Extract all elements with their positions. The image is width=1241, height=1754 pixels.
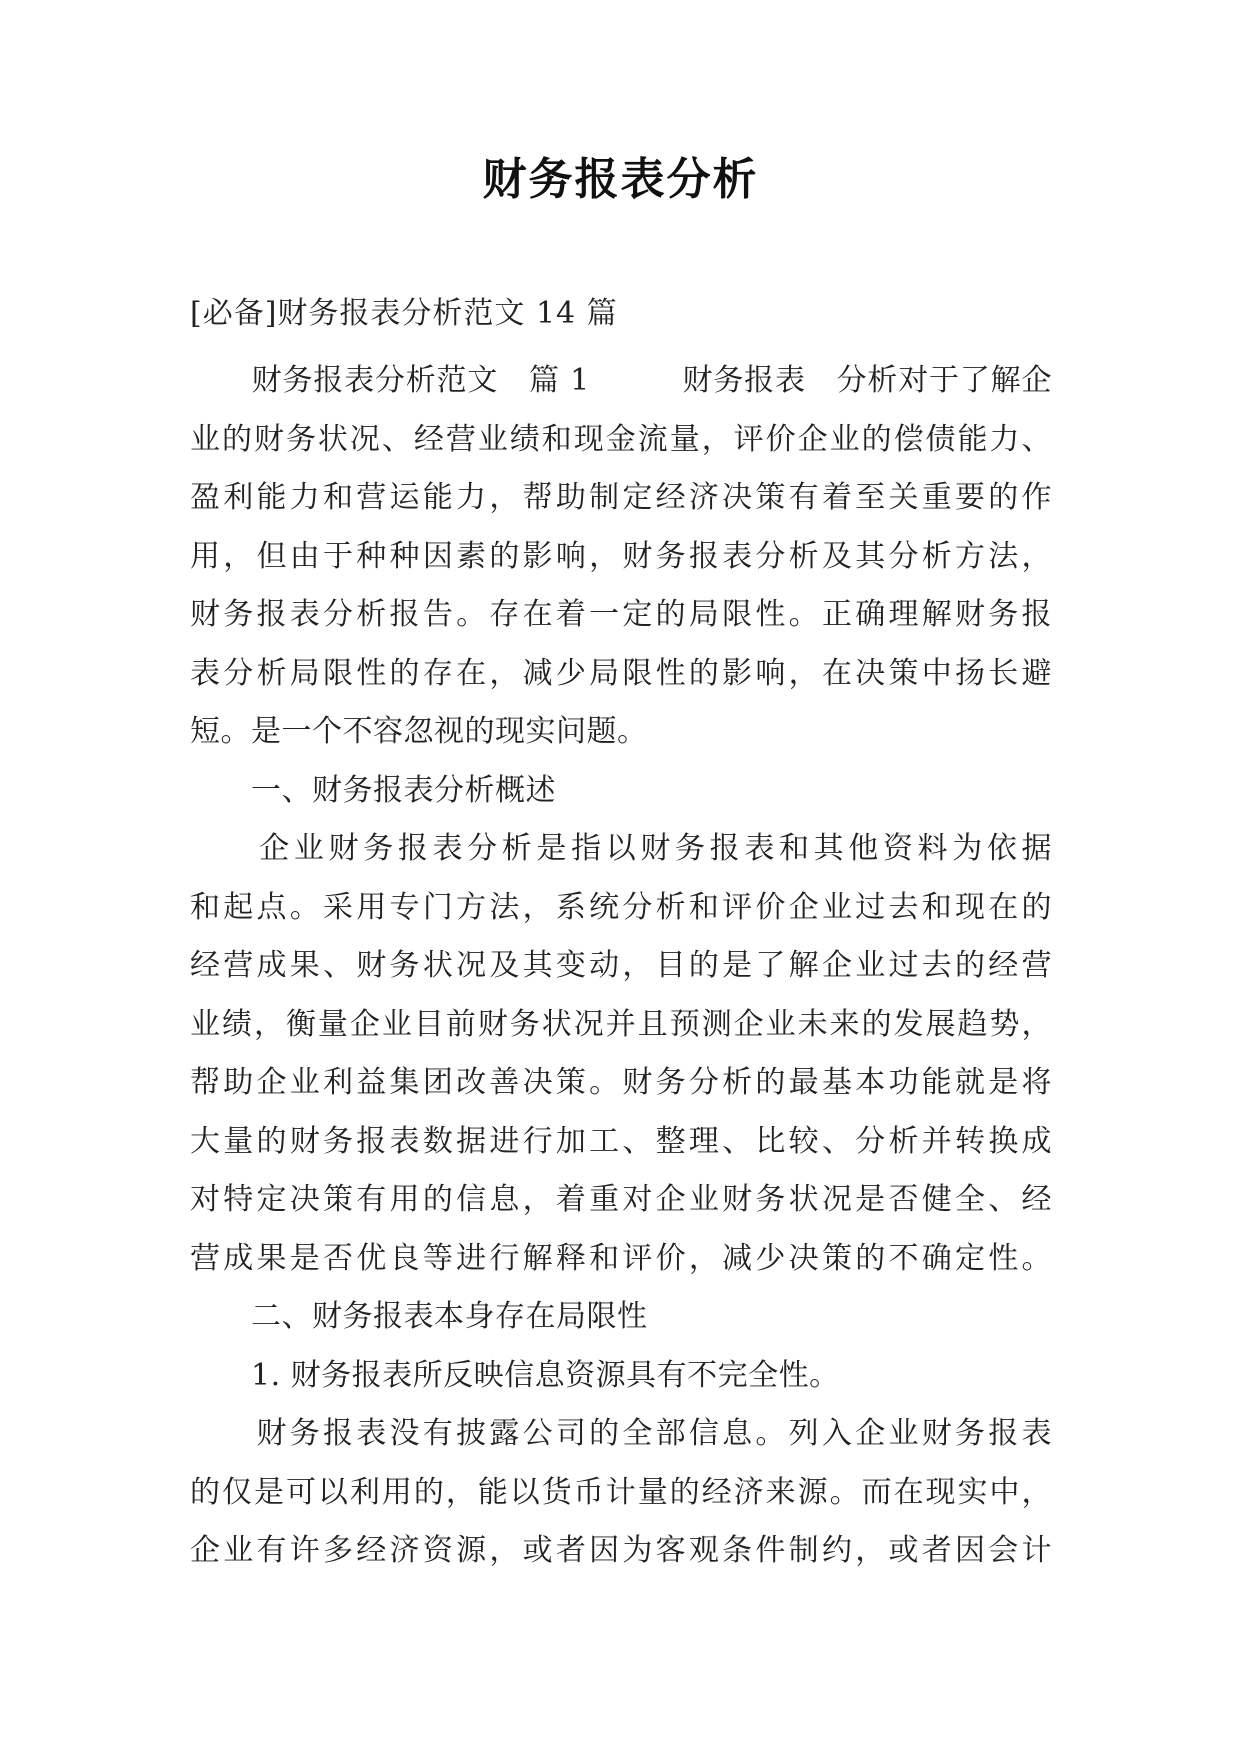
- body-line: 业绩，衡量企业目前财务状况并且预测企业未来的发展趋势，: [190, 1006, 1052, 1042]
- body-line: 财务报表没有披露公司的全部信息。列入企业财务报表: [190, 1416, 1052, 1451]
- body-line: 大量的财务报表数据进行加工、整理、比较、分析并转换成: [190, 1123, 1052, 1159]
- body-line: 表分析局限性的存在，减少局限性的影响，在决策中扬长避: [190, 655, 1052, 691]
- section-heading: 二、财务报表本身存在局限性: [190, 1299, 648, 1334]
- body-line: 营成果是否优良等进行解释和评价，减少决策的不确定性。: [190, 1240, 1052, 1276]
- body-line: 的仅是可以利用的，能以货币计量的经济来源。而在现实中，: [190, 1474, 1052, 1510]
- body-line: 业的财务状况、经营业绩和现金流量，评价企业的偿债能力、: [190, 421, 1052, 457]
- body-line: 用，但由于种种因素的影响，财务报表分析及其分析方法，: [190, 538, 1052, 574]
- body-line: 对特定决策有用的信息，着重对企业财务状况是否健全、经: [190, 1182, 1052, 1217]
- body-line: 经营成果、财务状况及其变动，目的是了解企业过去的经营: [190, 948, 1052, 983]
- subsection-heading: 1. 财务报表所反映信息资源具有不完全性。: [190, 1357, 840, 1393]
- body-line: 企业有许多经济资源，或者因为客观条件制约，或者因会计: [190, 1533, 1052, 1568]
- document-subtitle: [必备]财务报表分析范文 14 篇: [190, 296, 618, 331]
- body-line: 财务报表分析范文 篇 1 财务报表 分析对于了解企: [190, 363, 1052, 398]
- body-line: 和起点。采用专门方法，系统分析和评价企业过去和现在的: [190, 889, 1052, 925]
- document-title: 财务报表分析: [482, 154, 759, 205]
- body-line: 财务报表分析报告。存在着一定的局限性。正确理解财务报: [190, 597, 1052, 632]
- body-line: 短。是一个不容忽视的现实问题。: [190, 714, 648, 749]
- body-line: 企业财务报表分析是指以财务报表和其他资料为依据: [190, 831, 1052, 866]
- document-body: [190, 352, 1052, 1581]
- body-line: 帮助企业利益集团改善决策。财务分析的最基本功能就是将: [190, 1065, 1052, 1100]
- section-heading: 一、财务报表分析概述: [190, 772, 556, 808]
- body-line: 盈利能力和营运能力，帮助制定经济决策有着至关重要的作: [190, 480, 1052, 515]
